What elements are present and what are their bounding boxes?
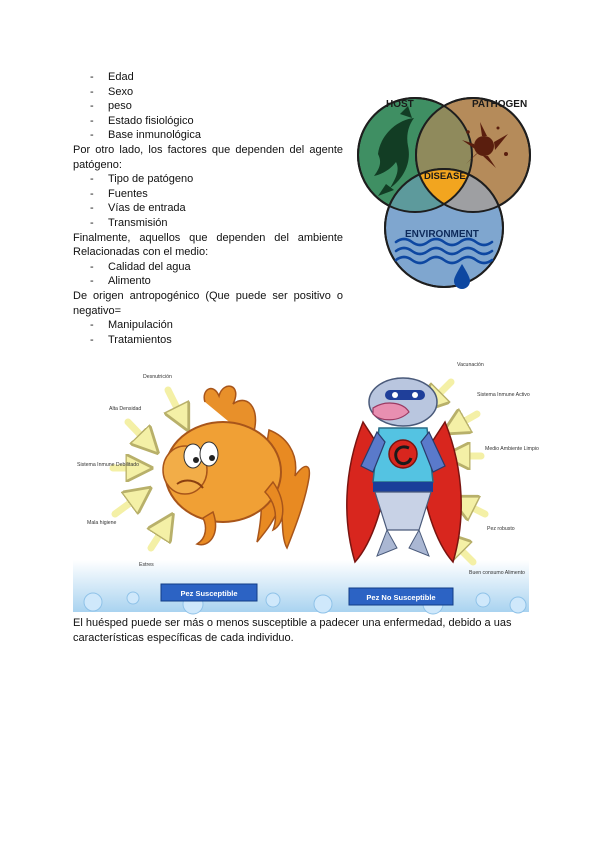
label-mala-higiene: Mala higiene	[87, 520, 117, 526]
text-column	[73, 70, 343, 347]
list-item: - Manipulación	[73, 318, 343, 333]
list-item: - Calidad del agua	[73, 260, 343, 275]
host-label: HOST	[386, 99, 414, 110]
host-factor-list	[73, 70, 343, 143]
label-sistema-inmune-debilitado: Sistema Inmune Debilitado	[77, 462, 139, 468]
disease-label: DISEASE	[424, 171, 466, 182]
label-medio-ambiente-limpio: Medio Ambiente Limpio	[485, 446, 539, 452]
caption-paragraph: El huésped puede ser más o menos susceptible a padecer una enfermedad, debido a uas características específicas de cada individuo.	[73, 617, 512, 644]
list-item: - Tratamientos	[73, 333, 343, 348]
environment-label: ENVIRONMENT	[405, 229, 479, 240]
fish-susceptibility-illustration	[73, 352, 539, 612]
environment-intro: Finalmente, aquellos que dependen del ambiente Relacionadas con el medio:	[73, 231, 343, 259]
list-item: - Tipo de patógeno	[73, 172, 343, 187]
list-item: - Vías de entrada	[73, 201, 343, 216]
list-item: - Sexo	[73, 85, 343, 100]
list-item: - Base inmunológica	[73, 128, 343, 143]
label-vacunacion: Vacunación	[457, 362, 484, 368]
list-item: - peso	[73, 99, 343, 114]
list-item: - Transmisión	[73, 216, 343, 231]
list-item: - Alimento	[73, 274, 343, 289]
pathogen-intro: Por otro lado, los factores que dependen del agente patógeno:	[73, 143, 343, 171]
anthropogenic-intro: De origen antropogénico (Que puede ser positivo o negativo=	[73, 289, 343, 317]
label-pez-robusto: Pez robusto	[487, 526, 515, 532]
label-sistema-inmune-activo: Sistema Inmune Activo	[477, 392, 530, 398]
list-item: - Edad	[73, 70, 343, 85]
pez-susceptible-button[interactable]	[161, 584, 257, 601]
pathogen-label: PATHOGEN	[472, 99, 528, 110]
label-estres: Estres	[139, 562, 154, 568]
pez-susceptible-label: Pez Susceptible	[180, 589, 238, 598]
label-desnutricion: Desnutrición	[143, 374, 172, 380]
anthropogenic-factor-list	[73, 318, 343, 347]
environment-factor-list	[73, 260, 343, 289]
pathogen-factor-list	[73, 172, 343, 230]
list-item: - Fuentes	[73, 187, 343, 202]
list-item: - Estado fisiológico	[73, 114, 343, 129]
pez-no-susceptible-button[interactable]	[349, 588, 453, 605]
label-alta-densidad: Alta Densidad	[109, 406, 142, 412]
disease-triangle-venn-diagram	[356, 84, 532, 294]
pez-no-susceptible-label: Pez No Susceptible	[366, 593, 436, 602]
label-buen-consumo-alimento: Buen consumo Alimento	[469, 570, 525, 576]
